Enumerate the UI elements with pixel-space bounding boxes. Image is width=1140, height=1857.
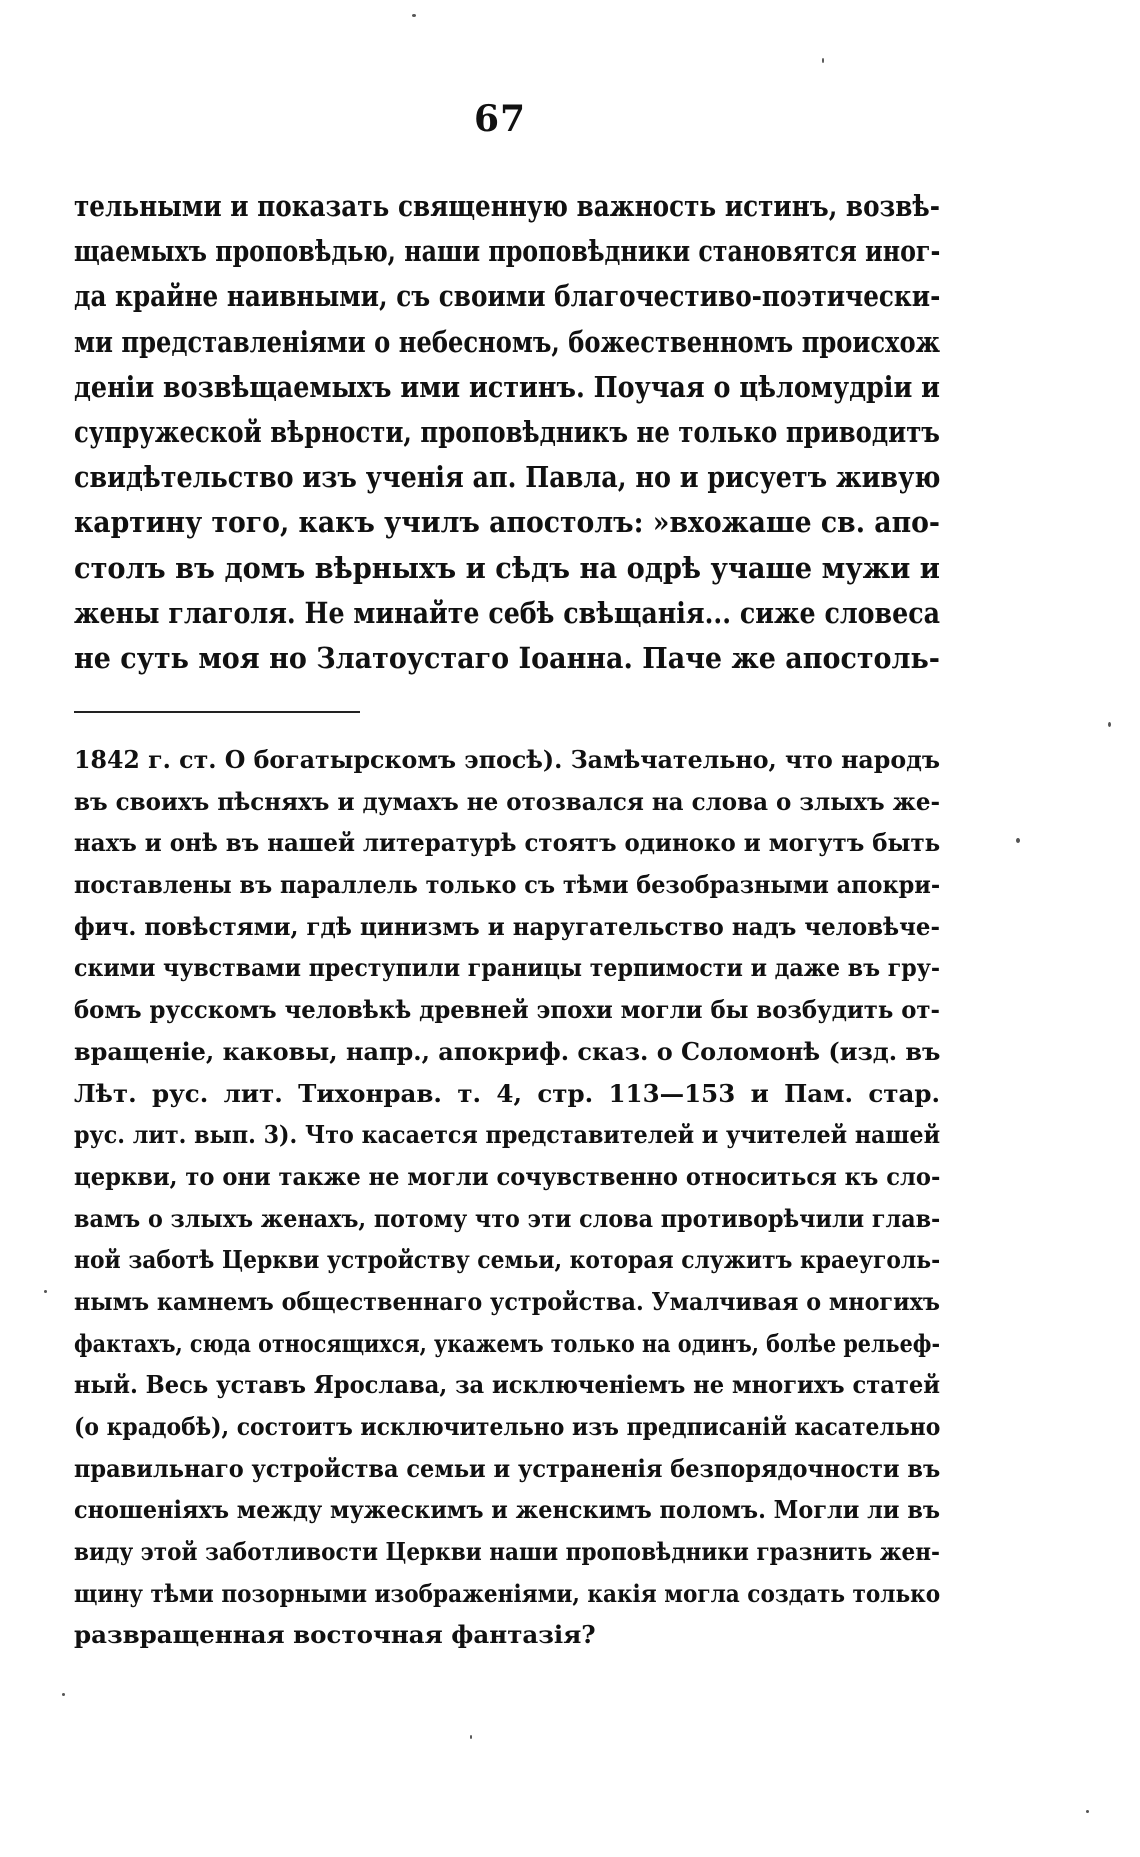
footnote-divider [74, 711, 360, 713]
main-text-line: да крайне наивными, съ своими благочестиво-поэтически- [74, 279, 941, 314]
footnote-line: нахъ и онѣ въ нашей литературѣ стоятъ одиноко и могутъ быть [74, 828, 941, 858]
main-text-line: тельными и показать священную важность истинъ, возвѣ- [74, 189, 940, 223]
footnote-line: поставлены въ параллель только съ тѣми безобразными апокри- [74, 870, 941, 900]
footnote-line: (о кpaдобѣ), состоитъ исключительно изъ предписаній касательно [74, 1412, 941, 1441]
scan-speck [412, 14, 416, 17]
main-text-line: столъ въ домъ вѣрныхъ и сѣдъ на одрѣ учаше мужи и [74, 550, 940, 585]
footnote-line: щину тѣми позорными изображеніями, какія могла создать только [74, 1578, 941, 1608]
footnote-line: сношеніяхъ между мужескимъ и женскимъ поломъ. Могли ли въ [74, 1495, 940, 1525]
scan-speck [470, 1735, 472, 1739]
footnote-line: Лѣт. рус. лит. Тихонрав. т. 4, стр. 113—153 и Пам. стар. [74, 1078, 940, 1108]
main-text-line: супружеской вѣрности, проповѣдникъ не только приводитъ [74, 414, 940, 449]
footnote-line: бомъ русскомъ человѣкѣ древней эпохи могли бы возбудить от- [74, 995, 940, 1025]
scan-speck [822, 58, 824, 63]
footnote-line: ный. Весь уставъ Ярослава, за исключеніемъ не многихъ статей [74, 1370, 941, 1400]
main-text-line: жены глаголя. Не минайте себѣ свѣщанія... сиже словеса [74, 595, 940, 630]
main-text-line: свидѣтельство изъ ученія ап. Павла, но и рисуетъ живую [74, 460, 941, 495]
footnote-line: рус. лит. вып. 3). Что касается представителей и учителей нашей [74, 1120, 941, 1150]
footnote-block [74, 739, 940, 1656]
footnote-line: вамъ о злыхъ женахъ, потому что эти слова противорѣчили глав- [74, 1203, 941, 1233]
footnote-line: фич. повѣстями, гдѣ цинизмъ и наругательство надъ человѣче- [74, 911, 940, 941]
scan-speck [44, 1290, 47, 1293]
scan-speck [1108, 722, 1111, 727]
footnote-line: 1842 г. ст. О богатырскомъ эпосѣ). Замѣчательно, что народъ [74, 745, 941, 774]
main-text-line: не суть моя но Златоустаго Іоанна. Паче же апостоль- [74, 640, 940, 675]
scan-speck [62, 1693, 65, 1696]
main-text-line: картину того, какъ училъ апостолъ: »вхожаше св. апо- [74, 505, 941, 540]
footnote-line: фактахъ, сюда относящихся, укажемъ только на одинъ, болѣе рельеф- [74, 1328, 941, 1358]
footnote-line: правильнаго устройства семьи и устраненія безпорядочности въ [74, 1453, 941, 1483]
footnote-line: развращенная восточная фантазія? [74, 1620, 596, 1650]
page-number: 67 [473, 98, 527, 140]
footnote-line: вращеніе, каковы, напр., апокриф. сказ. о Соломонѣ (изд. въ [74, 1036, 941, 1066]
footnote-line: скими чувствами преступили границы терпимости и даже въ гру- [74, 953, 940, 983]
scan-speck [1086, 1810, 1089, 1813]
scan-speck [1016, 838, 1020, 843]
footnote-line: виду этой заботливости Церкви наши проповѣдники гразнить жен- [74, 1537, 940, 1567]
main-text-block [74, 184, 940, 681]
main-text-line: щаемыхъ проповѣдью, наши проповѣдники становятся иног- [74, 234, 941, 269]
footnote-line: въ своихъ пѣсняхъ и думахъ не отозвался на слова о злыхъ же- [74, 786, 940, 816]
main-text-line: деніи возвѣщаемыхъ ими истинъ. Поучая о цѣломудріи и [74, 369, 940, 404]
footnote-line: церкви, то они также не могли сочувственно относиться къ сло- [74, 1161, 941, 1191]
footnote-line: нымъ камнемъ общественнаго устройства. Умалчивая о многихъ [74, 1286, 940, 1316]
footnote-line: ной заботѣ Церкви устройству семьи, которая служитъ краеуголь- [74, 1245, 941, 1275]
main-text-line: ми представленіями о небесномъ, божественномъ происхож [74, 324, 940, 359]
